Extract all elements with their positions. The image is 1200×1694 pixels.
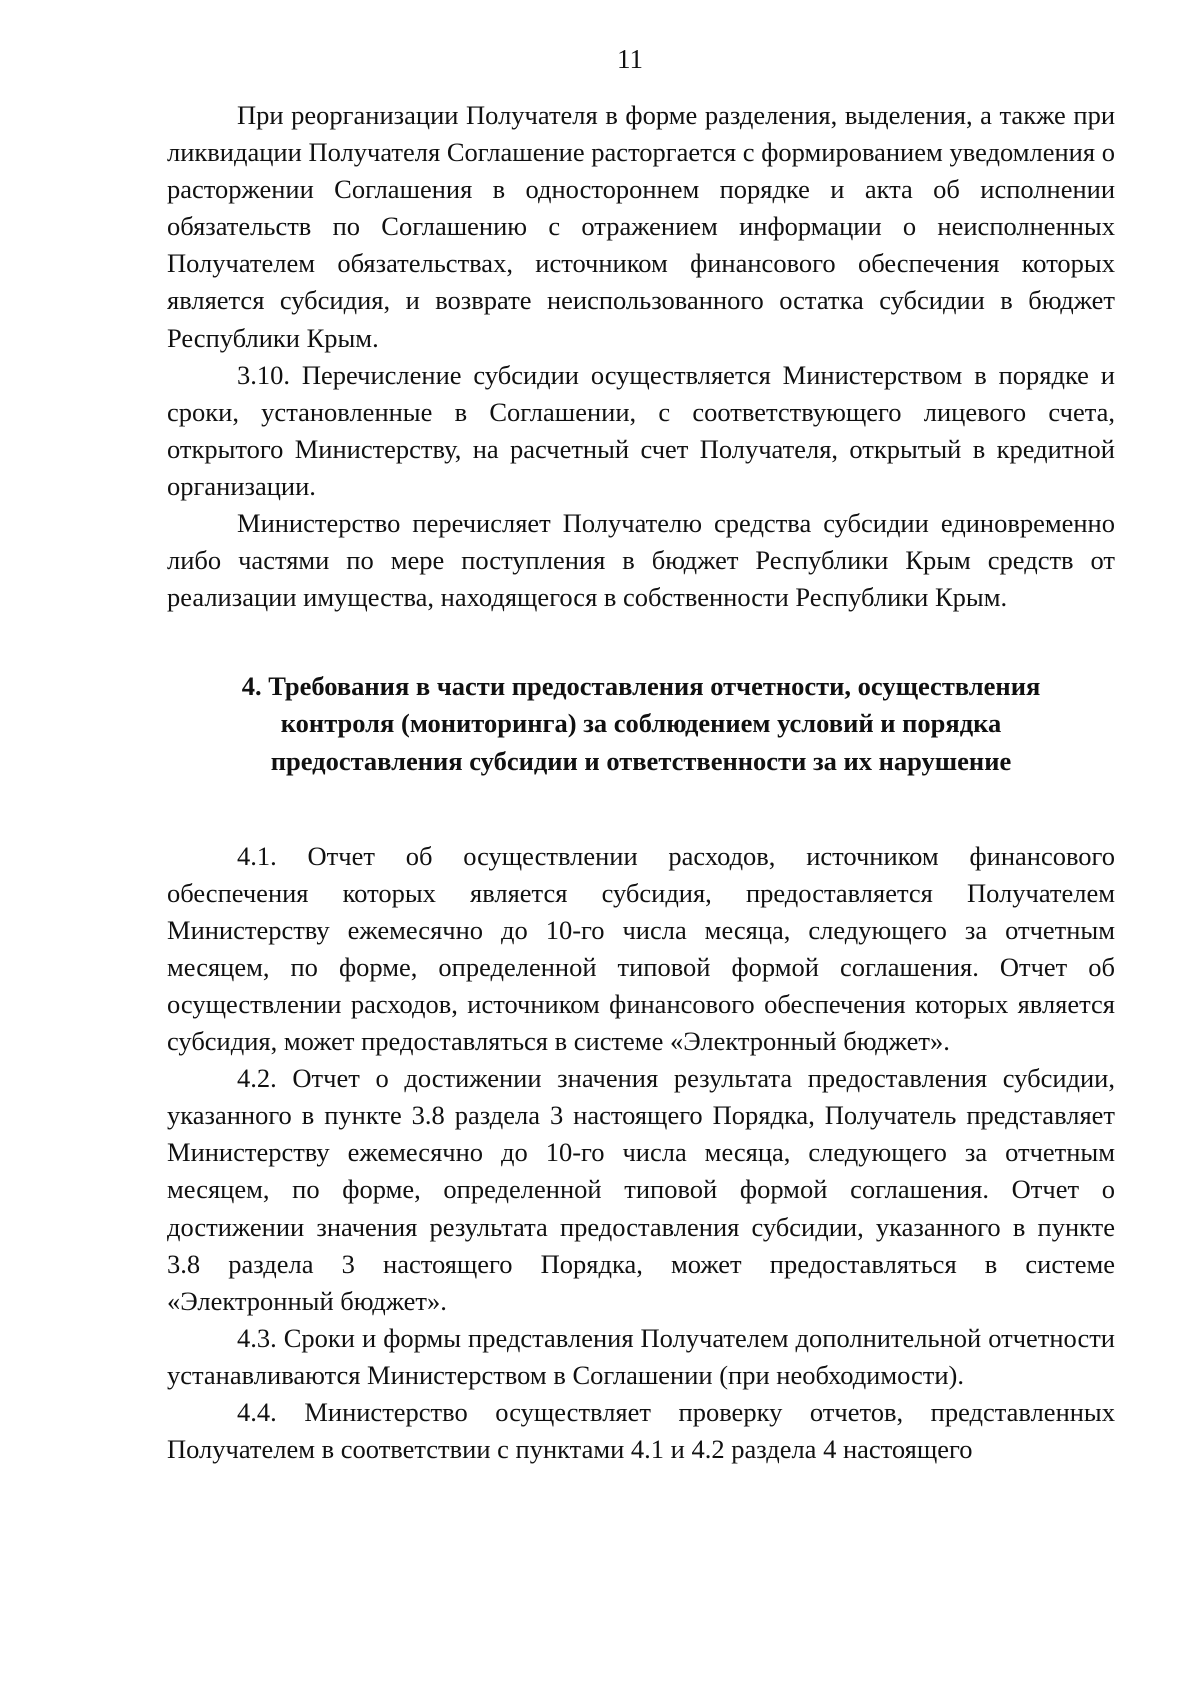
paragraph-4-3: 4.3. Сроки и формы представления Получателем дополнительной отчетности устанавливаются Министерством в Соглашении (при необходимости). bbox=[167, 1322, 1115, 1390]
section-heading-4 bbox=[167, 668, 1115, 779]
section-heading-line: контроля (мониторинга) за соблюдением условий и порядка bbox=[280, 708, 1002, 739]
paragraph-4-2: 4.2. Отчет о достижении значения результата предоставления субсидии, указанного в пункте 3.8 раздела 3 настоящего Порядка, Получатель представляет Министерству ежемесячно до 10-го числа месяца, следующего за отчетным месяцем, по форме, определенной типовой формой соглашения. Отчет о достижении значения результата предоставления субсидии, указанного в пункте 3.8 раздела 3 настоящего Порядка, может предоставляться в системе «Электронный бюджет». bbox=[167, 1063, 1115, 1316]
paragraph-reorganization: При реорганизации Получателя в форме разделения, выделения, а также при ликвидации Получателя Соглашение расторгается с формированием уведомления о расторжении Соглашения в одностороннем порядке и акта об исполнении обязательств по Соглашению с отражением информации о неисполненных Получателем обязательствах, источником финансового обеспечения которых является субсидия, и возврате неиспользованного остатка субсидии в бюджет Республики Крым. bbox=[167, 100, 1115, 353]
section-heading-line: предоставления субсидии и ответственности за их нарушение bbox=[270, 745, 1012, 776]
page-number: 11 bbox=[617, 44, 643, 74]
paragraph-4-4: 4.4. Министерство осуществляет проверку отчетов, представленных Получателем в соответствии с пунктами 4.1 и 4.2 раздела 4 настоящего bbox=[167, 1397, 1115, 1465]
document-body bbox=[167, 97, 1115, 1468]
paragraph-4-1: 4.1. Отчет об осуществлении расходов, источником финансового обеспечения которых является субсидия, предоставляется Получателем Министерству ежемесячно до 10-го числа месяца, следующего за отчетным месяцем, по форме, определенной типовой формой соглашения. Отчет об осуществлении расходов, источником финансового обеспечения которых является субсидия, может предоставляться в системе «Электронный бюджет». bbox=[167, 840, 1115, 1057]
section-heading-line: 4. Требования в части предоставления отчетности, осуществления bbox=[241, 671, 1041, 702]
paragraph-3-10: 3.10. Перечисление субсидии осуществляется Министерством в порядке и сроки, установленные в Соглашении, с соответствующего лицевого счета, открытого Министерству, на расчетный счет Получателя, открытый в кредитной организации. bbox=[167, 359, 1115, 501]
paragraph-transfer: Министерство перечисляет Получателю средства субсидии единовременно либо частями по мере поступления в бюджет Республики Крым средств от реализации имущества, находящегося в собственности Республики Крым. bbox=[167, 508, 1115, 613]
